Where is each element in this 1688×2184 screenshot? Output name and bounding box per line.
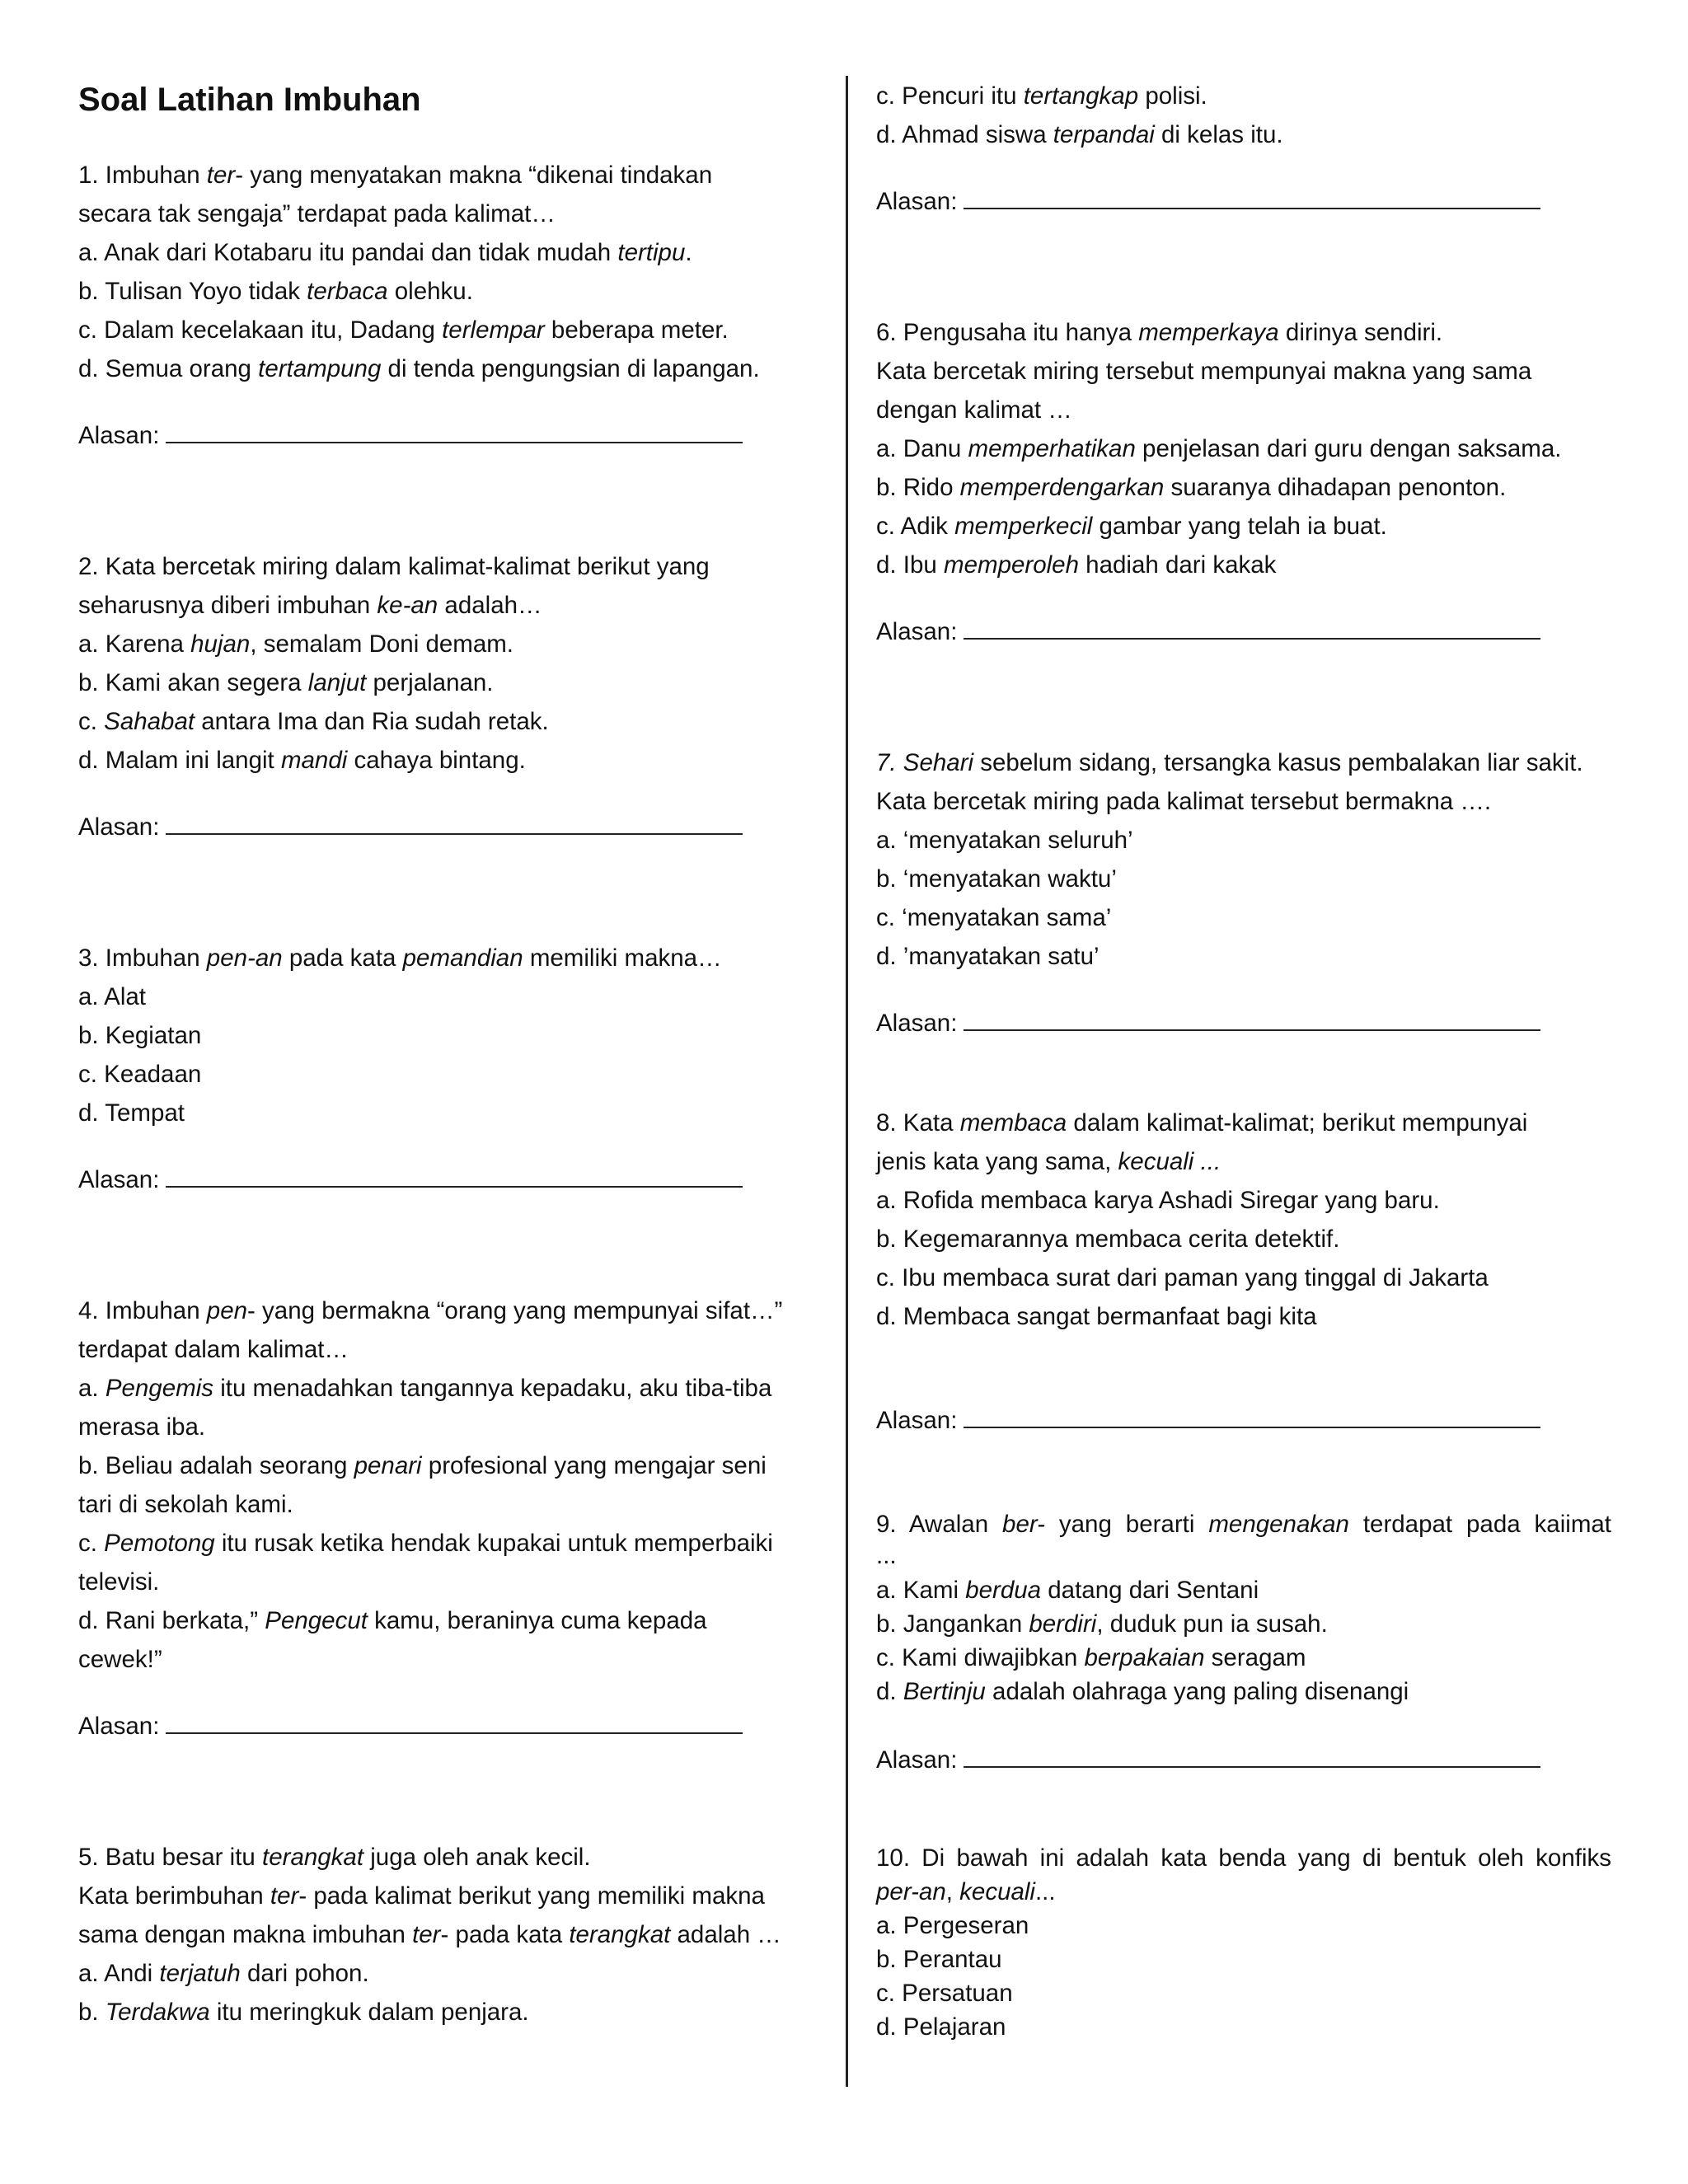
q9-alasan: Alasan: [876, 1743, 1540, 1777]
q8-option-d: d. Membaca sangat bermanfaat bagi kita [876, 1303, 1317, 1330]
q4-option-a-line2: merasa iba. [78, 1413, 206, 1441]
q1-option-a: a. Anak dari Kotabaru itu pandai dan tidak mudah tertipu. [78, 239, 692, 266]
q2-option-d: d. Malam ini langit mandi cahaya bintang. [78, 747, 526, 774]
q8-stem-line1: 8. Kata membaca dalam kalimat-kalimat; berikut mempunyai [876, 1109, 1528, 1137]
q3-option-a: a. Alat [78, 983, 147, 1010]
q8-answer-line[interactable] [964, 1404, 1540, 1428]
q7-option-c: c. ‘menyatakan sama’ [876, 904, 1112, 931]
q6-alasan: Alasan: [876, 615, 1540, 649]
q2-option-b: b. Kami akan segera lanjut perjalanan. [78, 669, 494, 696]
q3-option-b: b. Kegiatan [78, 1022, 202, 1049]
q7-answer-line[interactable] [964, 1006, 1540, 1031]
q1-stem-line2: secara tak sengaja” terdapat pada kalimat… [78, 200, 556, 227]
q3-option-d: d. Tempat [78, 1099, 185, 1127]
q10-option-b: b. Perantau [876, 1946, 1002, 1973]
q5-stem-line3: sama dengan makna imbuhan ter- pada kata terangkat adalah … [78, 1921, 781, 1948]
q7-option-d: d. ’manyatakan satu’ [876, 943, 1100, 970]
q5-alasan: Alasan: [876, 185, 1540, 218]
q9-answer-line[interactable] [964, 1743, 1540, 1768]
q1-alasan: Alasan: [78, 419, 743, 452]
q1-stem-line1: 1. Imbuhan ter- yang menyatakan makna “dikenai tindakan [78, 162, 713, 189]
q2-stem-line1: 2. Kata bercetak miring dalam kalimat-kalimat berikut yang [78, 553, 710, 580]
q1-option-d: d. Semua orang tertampung di tenda pengungsian di lapangan. [78, 355, 760, 382]
q3-option-c: c. Keadaan [78, 1061, 202, 1088]
q10-option-d: d. Pelajaran [876, 2013, 1006, 2041]
q10-option-a: a. Pergeseran [876, 1912, 1029, 1939]
q5-stem-line2: Kata berimbuhan ter- pada kalimat berikut yang memiliki makna [78, 1882, 765, 1910]
q4-stem-line1: 4. Imbuhan pen- yang bermakna “orang yang mempunyai sifat…” [78, 1297, 783, 1324]
q4-option-d-line1: d. Rani berkata,” Pengecut kamu, beraninya cuma kepada [78, 1607, 707, 1634]
q4-option-d-line2: cewek!” [78, 1646, 162, 1673]
q3-alasan: Alasan: [78, 1163, 743, 1197]
q5-option-d: d. Ahmad siswa terpandai di kelas itu. [876, 121, 1283, 148]
q7-stem-line2: Kata bercetak miring pada kalimat tersebut bermakna …. [876, 788, 1492, 815]
q8-alasan: Alasan: [876, 1404, 1540, 1437]
q3-stem-line1: 3. Imbuhan pen-an pada kata pemandian memiliki makna… [78, 944, 722, 972]
q10-stem-line2: per-an, kecuali... [876, 1878, 1056, 1905]
q10-option-c: c. Persatuan [876, 1980, 1013, 2007]
q4-option-b-line2: tari di sekolah kami. [78, 1491, 293, 1518]
page-title: Soal Latihan Imbuhan [78, 82, 421, 118]
q4-alasan: Alasan: [78, 1709, 743, 1743]
q6-option-d: d. Ibu memperoleh hadiah dari kakak [876, 551, 1277, 579]
q5-stem-line1: 5. Batu besar itu terangkat juga oleh anak kecil. [78, 1844, 591, 1871]
q8-stem-line2: jenis kata yang sama, kecuali ... [876, 1148, 1221, 1175]
q6-stem-line1: 6. Pengusaha itu hanya memperkaya dirinya sendiri. [876, 319, 1443, 346]
q6-stem-line3: dengan kalimat … [876, 396, 1072, 424]
q4-option-a-line1: a. Pengemis itu menadahkan tangannya kepadaku, aku tiba-tiba [78, 1375, 772, 1402]
q1-option-c: c. Dalam kecelakaan itu, Dadang terlempar beberapa meter. [78, 316, 729, 344]
q6-answer-line[interactable] [964, 615, 1540, 640]
q7-option-b: b. ‘menyatakan waktu’ [876, 865, 1117, 893]
q9-option-a: a. Kami berdua datang dari Sentani [876, 1577, 1259, 1604]
q4-option-c-line1: c. Pemotong itu rusak ketika hendak kupakai untuk memperbaiki [78, 1530, 773, 1557]
q1-answer-line[interactable] [166, 419, 743, 443]
q6-option-b: b. Rido memperdengarkan suaranya dihadapan penonton. [876, 474, 1507, 501]
q7-option-a: a. ‘menyatakan seluruh’ [876, 827, 1133, 854]
q2-alasan: Alasan: [78, 810, 743, 844]
q9-option-c: c. Kami diwajibkan berpakaian seragam [876, 1644, 1306, 1671]
q9-stem-line2: ... [876, 1542, 897, 1569]
q5-option-a: a. Andi terjatuh dari pohon. [78, 1960, 369, 1987]
q2-option-a: a. Karena hujan, semalam Doni demam. [78, 630, 514, 658]
q2-answer-line[interactable] [166, 810, 743, 835]
q10-stem-line1: 10. Di bawah ini adalah kata benda yang di bentuk oleh konfiks [876, 1844, 1611, 1872]
q2-option-c: c. Sahabat antara Ima dan Ria sudah retak. [78, 708, 549, 735]
q6-option-c: c. Adik memperkecil gambar yang telah ia buat. [876, 513, 1387, 540]
q5-option-b: b. Terdakwa itu meringkuk dalam penjara. [78, 1999, 529, 2026]
q6-stem-line2: Kata bercetak miring tersebut mempunyai makna yang sama [876, 358, 1532, 385]
q7-alasan: Alasan: [876, 1006, 1540, 1040]
q9-option-d: d. Bertinju adalah olahraga yang paling disenangi [876, 1678, 1409, 1705]
q7-stem-line1: 7. Sehari sebelum sidang, tersangka kasus pembalakan liar sakit. [876, 749, 1583, 776]
q8-option-a: a. Rofida membaca karya Ashadi Siregar yang baru. [876, 1187, 1440, 1214]
q3-answer-line[interactable] [166, 1163, 743, 1188]
column-divider [846, 76, 848, 2087]
q2-stem-line2: seharusnya diberi imbuhan ke-an adalah… [78, 592, 542, 619]
q5-answer-line[interactable] [964, 185, 1540, 209]
q8-option-c: c. Ibu membaca surat dari paman yang tinggal di Jakarta [876, 1264, 1489, 1291]
q4-stem-line2: terdapat dalam kalimat… [78, 1336, 349, 1363]
q4-option-c-line2: televisi. [78, 1568, 160, 1596]
q4-answer-line[interactable] [166, 1709, 743, 1734]
q8-option-b: b. Kegemarannya membaca cerita detektif. [876, 1226, 1340, 1253]
q5-option-c: c. Pencuri itu tertangkap polisi. [876, 82, 1207, 110]
q9-stem-line1: 9. Awalan ber- yang berarti mengenakan terdapat pada kaiimat [876, 1511, 1611, 1538]
q9-option-b: b. Jangankan berdiri, duduk pun ia susah. [876, 1610, 1328, 1638]
q6-option-a: a. Danu memperhatikan penjelasan dari guru dengan saksama. [876, 435, 1562, 462]
q1-option-b: b. Tulisan Yoyo tidak terbaca olehku. [78, 278, 473, 305]
q4-option-b-line1: b. Beliau adalah seorang penari profesional yang mengajar seni [78, 1452, 767, 1479]
